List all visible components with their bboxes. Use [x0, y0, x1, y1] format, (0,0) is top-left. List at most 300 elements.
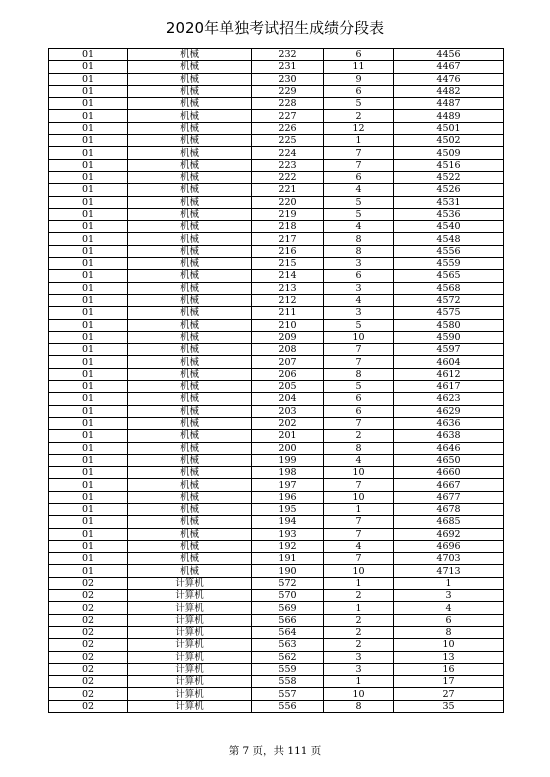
- table-row: [49, 479, 504, 491]
- count-cell: 4: [324, 540, 394, 552]
- category-code-cell: 01: [49, 344, 128, 356]
- table-body: [49, 49, 504, 713]
- cumulative-cell: 4565: [394, 270, 504, 282]
- category-name-cell: 机械: [128, 122, 252, 134]
- table-row: [49, 626, 504, 638]
- score-cell: 198: [252, 467, 324, 479]
- table-row: [49, 344, 504, 356]
- table-row: [49, 221, 504, 233]
- cumulative-cell: 4476: [394, 73, 504, 85]
- category-name-cell: 机械: [128, 356, 252, 368]
- category-code-cell: 01: [49, 147, 128, 159]
- category-code-cell: 01: [49, 98, 128, 110]
- category-name-cell: 计算机: [128, 626, 252, 638]
- count-cell: 5: [324, 98, 394, 110]
- count-cell: 1: [324, 135, 394, 147]
- score-cell: 225: [252, 135, 324, 147]
- category-code-cell: 01: [49, 553, 128, 565]
- table-row: [49, 73, 504, 85]
- table-row: [49, 639, 504, 651]
- category-code-cell: 01: [49, 454, 128, 466]
- score-cell: 226: [252, 122, 324, 134]
- category-code-cell: 01: [49, 430, 128, 442]
- count-cell: 8: [324, 233, 394, 245]
- cumulative-cell: 4536: [394, 208, 504, 220]
- count-cell: 7: [324, 553, 394, 565]
- cumulative-cell: 1: [394, 577, 504, 589]
- category-code-cell: 01: [49, 122, 128, 134]
- cumulative-cell: 4636: [394, 417, 504, 429]
- score-cell: 564: [252, 626, 324, 638]
- count-cell: 4: [324, 454, 394, 466]
- category-name-cell: 机械: [128, 405, 252, 417]
- table-row: [49, 602, 504, 614]
- score-cell: 562: [252, 651, 324, 663]
- table-row: [49, 171, 504, 183]
- category-code-cell: 01: [49, 110, 128, 122]
- category-name-cell: 机械: [128, 147, 252, 159]
- category-name-cell: 机械: [128, 565, 252, 577]
- category-name-cell: 机械: [128, 491, 252, 503]
- table-row: [49, 356, 504, 368]
- table-row: [49, 282, 504, 294]
- table-row: [49, 565, 504, 577]
- category-code-cell: 01: [49, 196, 128, 208]
- count-cell: 7: [324, 147, 394, 159]
- cumulative-cell: 17: [394, 676, 504, 688]
- score-cell: 569: [252, 602, 324, 614]
- score-cell: 201: [252, 430, 324, 442]
- category-name-cell: 机械: [128, 61, 252, 73]
- category-code-cell: 01: [49, 184, 128, 196]
- score-cell: 190: [252, 565, 324, 577]
- score-cell: 196: [252, 491, 324, 503]
- count-cell: 3: [324, 663, 394, 675]
- score-cell: 217: [252, 233, 324, 245]
- score-cell: 558: [252, 676, 324, 688]
- cumulative-cell: 4678: [394, 503, 504, 515]
- count-cell: 4: [324, 294, 394, 306]
- cumulative-cell: 4559: [394, 258, 504, 270]
- score-cell: 205: [252, 381, 324, 393]
- category-code-cell: 02: [49, 614, 128, 626]
- table-row: [49, 540, 504, 552]
- table-row: [49, 467, 504, 479]
- cumulative-cell: 4650: [394, 454, 504, 466]
- cumulative-cell: 4685: [394, 516, 504, 528]
- score-cell: 216: [252, 245, 324, 257]
- cumulative-cell: 4501: [394, 122, 504, 134]
- score-cell: 556: [252, 700, 324, 712]
- category-code-cell: 01: [49, 61, 128, 73]
- cumulative-cell: 3: [394, 590, 504, 602]
- category-name-cell: 机械: [128, 454, 252, 466]
- count-cell: 12: [324, 122, 394, 134]
- category-name-cell: 机械: [128, 135, 252, 147]
- category-name-cell: 计算机: [128, 651, 252, 663]
- category-code-cell: 01: [49, 381, 128, 393]
- category-code-cell: 01: [49, 73, 128, 85]
- category-name-cell: 机械: [128, 98, 252, 110]
- cumulative-cell: 4590: [394, 331, 504, 343]
- category-code-cell: 02: [49, 688, 128, 700]
- category-name-cell: 机械: [128, 553, 252, 565]
- table-row: [49, 503, 504, 515]
- score-cell: 203: [252, 405, 324, 417]
- cumulative-cell: 4548: [394, 233, 504, 245]
- count-cell: 7: [324, 344, 394, 356]
- score-distribution-table: [48, 48, 504, 713]
- cumulative-cell: 4526: [394, 184, 504, 196]
- count-cell: 3: [324, 282, 394, 294]
- category-name-cell: 机械: [128, 270, 252, 282]
- cumulative-cell: 4467: [394, 61, 504, 73]
- category-name-cell: 机械: [128, 528, 252, 540]
- table-row: [49, 590, 504, 602]
- count-cell: 6: [324, 49, 394, 61]
- cumulative-cell: 4623: [394, 393, 504, 405]
- category-code-cell: 02: [49, 651, 128, 663]
- cumulative-cell: 4568: [394, 282, 504, 294]
- count-cell: 10: [324, 491, 394, 503]
- category-name-cell: 计算机: [128, 688, 252, 700]
- category-code-cell: 01: [49, 135, 128, 147]
- table-row: [49, 614, 504, 626]
- score-cell: 213: [252, 282, 324, 294]
- table-row: [49, 676, 504, 688]
- cumulative-cell: 4617: [394, 381, 504, 393]
- count-cell: 7: [324, 528, 394, 540]
- cumulative-cell: 4612: [394, 368, 504, 380]
- table-row: [49, 368, 504, 380]
- score-cell: 211: [252, 307, 324, 319]
- cumulative-cell: 16: [394, 663, 504, 675]
- category-name-cell: 机械: [128, 381, 252, 393]
- category-code-cell: 01: [49, 368, 128, 380]
- count-cell: 1: [324, 577, 394, 589]
- table-row: [49, 331, 504, 343]
- score-cell: 223: [252, 159, 324, 171]
- score-cell: 219: [252, 208, 324, 220]
- table-row: [49, 122, 504, 134]
- table-row: [49, 430, 504, 442]
- count-cell: 7: [324, 417, 394, 429]
- category-code-cell: 01: [49, 393, 128, 405]
- score-cell: 202: [252, 417, 324, 429]
- cumulative-cell: 4575: [394, 307, 504, 319]
- category-name-cell: 计算机: [128, 614, 252, 626]
- category-name-cell: 机械: [128, 73, 252, 85]
- table-row: [49, 577, 504, 589]
- table-row: [49, 663, 504, 675]
- category-code-cell: 01: [49, 171, 128, 183]
- category-code-cell: 01: [49, 282, 128, 294]
- category-name-cell: 机械: [128, 307, 252, 319]
- category-name-cell: 机械: [128, 430, 252, 442]
- score-cell: 229: [252, 85, 324, 97]
- score-cell: 210: [252, 319, 324, 331]
- table-row: [49, 184, 504, 196]
- cumulative-cell: 4604: [394, 356, 504, 368]
- score-cell: 566: [252, 614, 324, 626]
- count-cell: 5: [324, 196, 394, 208]
- cumulative-cell: 4: [394, 602, 504, 614]
- category-code-cell: 01: [49, 307, 128, 319]
- category-name-cell: 机械: [128, 258, 252, 270]
- table-row: [49, 491, 504, 503]
- category-code-cell: 01: [49, 245, 128, 257]
- table-row: [49, 651, 504, 663]
- count-cell: 3: [324, 307, 394, 319]
- table-row: [49, 159, 504, 171]
- category-name-cell: 机械: [128, 503, 252, 515]
- category-name-cell: 机械: [128, 233, 252, 245]
- table-row: [49, 208, 504, 220]
- count-cell: 1: [324, 602, 394, 614]
- count-cell: 8: [324, 700, 394, 712]
- category-name-cell: 机械: [128, 319, 252, 331]
- cumulative-cell: 4522: [394, 171, 504, 183]
- count-cell: 5: [324, 319, 394, 331]
- table-row: [49, 393, 504, 405]
- category-name-cell: 机械: [128, 110, 252, 122]
- cumulative-cell: 4638: [394, 430, 504, 442]
- category-name-cell: 机械: [128, 221, 252, 233]
- score-cell: 209: [252, 331, 324, 343]
- category-code-cell: 01: [49, 516, 128, 528]
- cumulative-cell: 4540: [394, 221, 504, 233]
- cumulative-cell: 4489: [394, 110, 504, 122]
- count-cell: 4: [324, 221, 394, 233]
- count-cell: 8: [324, 368, 394, 380]
- score-cell: 227: [252, 110, 324, 122]
- count-cell: 7: [324, 159, 394, 171]
- table-row: [49, 516, 504, 528]
- category-code-cell: 01: [49, 565, 128, 577]
- page-title: 2020年单独考试招生成绩分段表: [165, 19, 385, 37]
- category-code-cell: 01: [49, 405, 128, 417]
- page-footer: 第 7 页，共 111 页: [228, 745, 322, 757]
- category-name-cell: 机械: [128, 282, 252, 294]
- category-name-cell: 机械: [128, 516, 252, 528]
- table-row: [49, 307, 504, 319]
- category-code-cell: 01: [49, 467, 128, 479]
- category-name-cell: 机械: [128, 208, 252, 220]
- score-cell: 224: [252, 147, 324, 159]
- table-row: [49, 49, 504, 61]
- cumulative-cell: 4667: [394, 479, 504, 491]
- category-code-cell: 01: [49, 331, 128, 343]
- cumulative-cell: 4713: [394, 565, 504, 577]
- cumulative-cell: 35: [394, 700, 504, 712]
- count-cell: 6: [324, 85, 394, 97]
- cumulative-cell: 6: [394, 614, 504, 626]
- cumulative-cell: 4556: [394, 245, 504, 257]
- category-name-cell: 计算机: [128, 676, 252, 688]
- category-name-cell: 机械: [128, 467, 252, 479]
- table-row: [49, 98, 504, 110]
- count-cell: 10: [324, 331, 394, 343]
- category-name-cell: 计算机: [128, 602, 252, 614]
- category-name-cell: 机械: [128, 245, 252, 257]
- category-name-cell: 机械: [128, 479, 252, 491]
- category-name-cell: 计算机: [128, 577, 252, 589]
- score-cell: 231: [252, 61, 324, 73]
- score-cell: 221: [252, 184, 324, 196]
- count-cell: 2: [324, 639, 394, 651]
- category-name-cell: 计算机: [128, 639, 252, 651]
- category-name-cell: 机械: [128, 171, 252, 183]
- count-cell: 6: [324, 270, 394, 282]
- table-row: [49, 417, 504, 429]
- table-row: [49, 553, 504, 565]
- table-row: [49, 85, 504, 97]
- count-cell: 2: [324, 614, 394, 626]
- score-cell: 557: [252, 688, 324, 700]
- score-cell: 215: [252, 258, 324, 270]
- score-cell: 214: [252, 270, 324, 282]
- cumulative-cell: 4482: [394, 85, 504, 97]
- category-name-cell: 机械: [128, 417, 252, 429]
- score-cell: 230: [252, 73, 324, 85]
- category-code-cell: 01: [49, 503, 128, 515]
- category-code-cell: 01: [49, 221, 128, 233]
- table-row: [49, 61, 504, 73]
- category-name-cell: 机械: [128, 442, 252, 454]
- count-cell: 3: [324, 651, 394, 663]
- score-cell: 192: [252, 540, 324, 552]
- category-name-cell: 机械: [128, 85, 252, 97]
- category-name-cell: 机械: [128, 368, 252, 380]
- cumulative-cell: 4572: [394, 294, 504, 306]
- category-code-cell: 01: [49, 49, 128, 61]
- count-cell: 11: [324, 61, 394, 73]
- category-code-cell: 01: [49, 258, 128, 270]
- cumulative-cell: 4597: [394, 344, 504, 356]
- category-name-cell: 计算机: [128, 590, 252, 602]
- score-cell: 208: [252, 344, 324, 356]
- count-cell: 1: [324, 503, 394, 515]
- count-cell: 5: [324, 381, 394, 393]
- count-cell: 4: [324, 184, 394, 196]
- cumulative-cell: 4692: [394, 528, 504, 540]
- count-cell: 1: [324, 676, 394, 688]
- cumulative-cell: 4646: [394, 442, 504, 454]
- count-cell: 8: [324, 442, 394, 454]
- cumulative-cell: 4677: [394, 491, 504, 503]
- count-cell: 10: [324, 688, 394, 700]
- count-cell: 6: [324, 405, 394, 417]
- score-cell: 220: [252, 196, 324, 208]
- category-code-cell: 01: [49, 159, 128, 171]
- score-cell: 222: [252, 171, 324, 183]
- score-cell: 194: [252, 516, 324, 528]
- score-cell: 199: [252, 454, 324, 466]
- count-cell: 6: [324, 393, 394, 405]
- table-row: [49, 233, 504, 245]
- table-row: [49, 381, 504, 393]
- cumulative-cell: 8: [394, 626, 504, 638]
- cumulative-cell: 4629: [394, 405, 504, 417]
- category-code-cell: 02: [49, 639, 128, 651]
- count-cell: 10: [324, 467, 394, 479]
- score-cell: 193: [252, 528, 324, 540]
- cumulative-cell: 4660: [394, 467, 504, 479]
- count-cell: 2: [324, 590, 394, 602]
- table-row: [49, 454, 504, 466]
- score-cell: 218: [252, 221, 324, 233]
- category-code-cell: 01: [49, 479, 128, 491]
- score-cell: 212: [252, 294, 324, 306]
- category-name-cell: 机械: [128, 540, 252, 552]
- table-row: [49, 294, 504, 306]
- score-cell: 232: [252, 49, 324, 61]
- score-cell: 200: [252, 442, 324, 454]
- cumulative-cell: 4456: [394, 49, 504, 61]
- category-code-cell: 01: [49, 85, 128, 97]
- category-code-cell: 02: [49, 590, 128, 602]
- table-row: [49, 110, 504, 122]
- score-cell: 570: [252, 590, 324, 602]
- count-cell: 5: [324, 208, 394, 220]
- category-code-cell: 01: [49, 233, 128, 245]
- cumulative-cell: 4696: [394, 540, 504, 552]
- category-name-cell: 计算机: [128, 663, 252, 675]
- category-code-cell: 01: [49, 417, 128, 429]
- category-code-cell: 01: [49, 491, 128, 503]
- category-name-cell: 机械: [128, 49, 252, 61]
- score-cell: 204: [252, 393, 324, 405]
- score-cell: 559: [252, 663, 324, 675]
- category-code-cell: 01: [49, 540, 128, 552]
- category-name-cell: 机械: [128, 344, 252, 356]
- category-code-cell: 02: [49, 676, 128, 688]
- cumulative-cell: 4516: [394, 159, 504, 171]
- table-row: [49, 405, 504, 417]
- cumulative-cell: 13: [394, 651, 504, 663]
- table-row: [49, 319, 504, 331]
- category-code-cell: 02: [49, 663, 128, 675]
- count-cell: 3: [324, 258, 394, 270]
- category-code-cell: 02: [49, 700, 128, 712]
- score-cell: 195: [252, 503, 324, 515]
- category-name-cell: 机械: [128, 196, 252, 208]
- table-row: [49, 528, 504, 540]
- count-cell: 7: [324, 356, 394, 368]
- category-name-cell: 机械: [128, 331, 252, 343]
- category-code-cell: 01: [49, 208, 128, 220]
- category-name-cell: 机械: [128, 393, 252, 405]
- table-row: [49, 270, 504, 282]
- category-code-cell: 01: [49, 319, 128, 331]
- category-code-cell: 02: [49, 626, 128, 638]
- category-name-cell: 机械: [128, 184, 252, 196]
- score-cell: 207: [252, 356, 324, 368]
- count-cell: 2: [324, 626, 394, 638]
- table-row: [49, 442, 504, 454]
- cumulative-cell: 4703: [394, 553, 504, 565]
- score-cell: 197: [252, 479, 324, 491]
- category-code-cell: 01: [49, 356, 128, 368]
- category-name-cell: 机械: [128, 294, 252, 306]
- table-row: [49, 688, 504, 700]
- table-row: [49, 196, 504, 208]
- category-code-cell: 01: [49, 528, 128, 540]
- category-code-cell: 01: [49, 442, 128, 454]
- cumulative-cell: 4531: [394, 196, 504, 208]
- category-code-cell: 02: [49, 577, 128, 589]
- category-name-cell: 机械: [128, 159, 252, 171]
